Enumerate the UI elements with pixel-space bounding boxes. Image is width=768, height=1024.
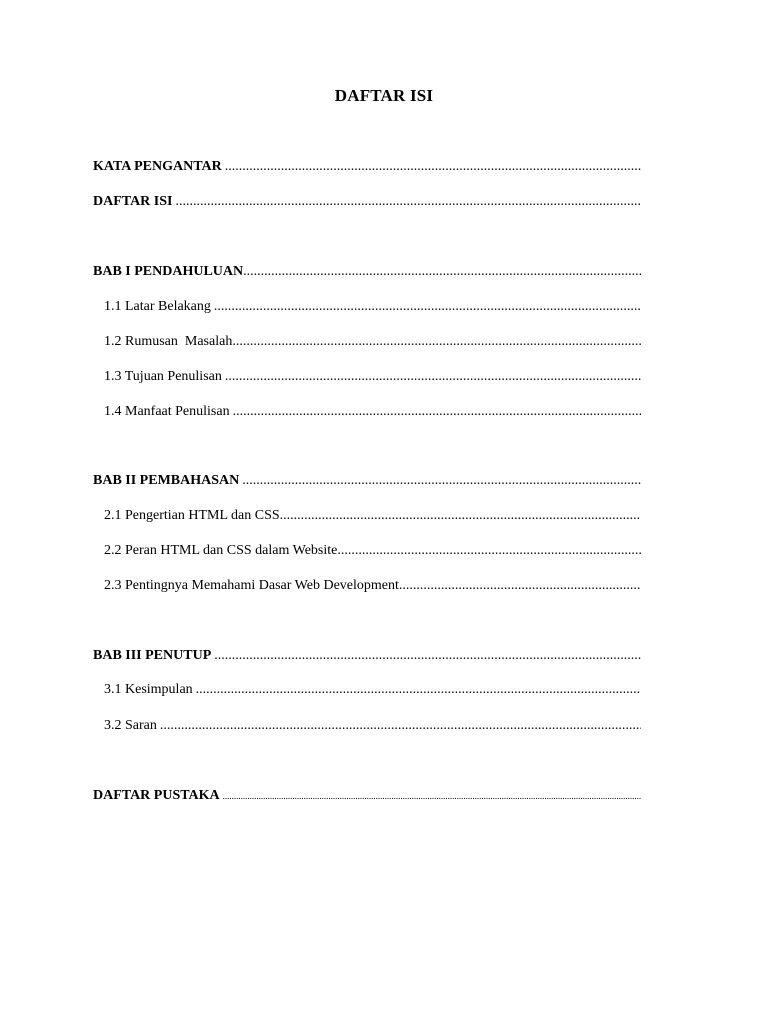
toc-entry-2-3[interactable] — [104, 576, 641, 596]
toc-entry-daftar-pustaka[interactable] — [93, 786, 641, 806]
toc-entry-2-2[interactable] — [104, 541, 641, 561]
toc-entry-label: 2.1 Pengertian HTML dan CSS — [104, 508, 280, 523]
dot-leader — [214, 646, 641, 666]
toc-entry-bab-3[interactable] — [93, 646, 641, 666]
toc-entry-label: 3.2 Saran — [104, 718, 157, 733]
toc-entry-daftar-isi[interactable] — [93, 192, 641, 212]
toc-entry-label: 3.1 Kesimpulan — [104, 682, 193, 697]
page-title: DAFTAR ISI — [334, 86, 434, 105]
toc-entry-label: 2.3 Pentingnya Memahami Dasar Web Development — [104, 578, 399, 593]
dot-leader — [242, 471, 641, 491]
toc-entry-label: BAB I PENDAHULUAN — [93, 264, 244, 279]
toc-entry-label: DAFTAR ISI — [93, 194, 173, 209]
toc-entry-label: DAFTAR PUSTAKA — [93, 788, 220, 803]
toc-entry-label: BAB III PENUTUP — [93, 648, 212, 663]
toc-entry-2-1[interactable] — [104, 506, 641, 526]
toc-entry-1-3[interactable] — [104, 367, 641, 387]
toc-entry-label: 2.2 Peran HTML dan CSS dalam Website — [104, 543, 338, 558]
toc-entry-bab-2[interactable] — [93, 471, 641, 491]
toc-entry-3-1[interactable] — [104, 680, 641, 700]
dot-leader — [232, 332, 641, 352]
dot-leader — [214, 297, 641, 317]
toc-entry-label: 1.1 Latar Belakang — [104, 299, 211, 314]
dot-leader — [175, 192, 641, 212]
dot-leader — [225, 367, 641, 387]
dot-leader — [243, 262, 641, 282]
dot-leader — [160, 716, 641, 736]
dot-leader — [233, 402, 641, 422]
toc-entry-label: BAB II PEMBAHASAN — [93, 473, 240, 488]
toc-entry-kata-pengantar[interactable] — [93, 157, 641, 177]
toc-entry-label: KATA PENGANTAR — [93, 159, 222, 174]
toc-entry-1-1[interactable] — [104, 297, 641, 317]
dot-leader — [280, 506, 641, 526]
dot-leader — [337, 541, 641, 561]
dot-leader — [196, 680, 641, 700]
dot-leader — [223, 786, 641, 806]
dot-leader — [225, 157, 641, 177]
toc-entry-label: 1.2 Rumusan Masalah — [104, 334, 233, 349]
toc-entry-3-2[interactable] — [104, 716, 641, 736]
toc-entry-1-2[interactable] — [104, 332, 641, 352]
toc-entry-bab-1[interactable] — [93, 262, 641, 282]
dot-leader — [399, 576, 641, 596]
toc-entry-1-4[interactable] — [104, 402, 641, 422]
toc-entry-label: 1.3 Tujuan Penulisan — [104, 369, 222, 384]
toc-entry-label: 1.4 Manfaat Penulisan — [104, 404, 230, 419]
